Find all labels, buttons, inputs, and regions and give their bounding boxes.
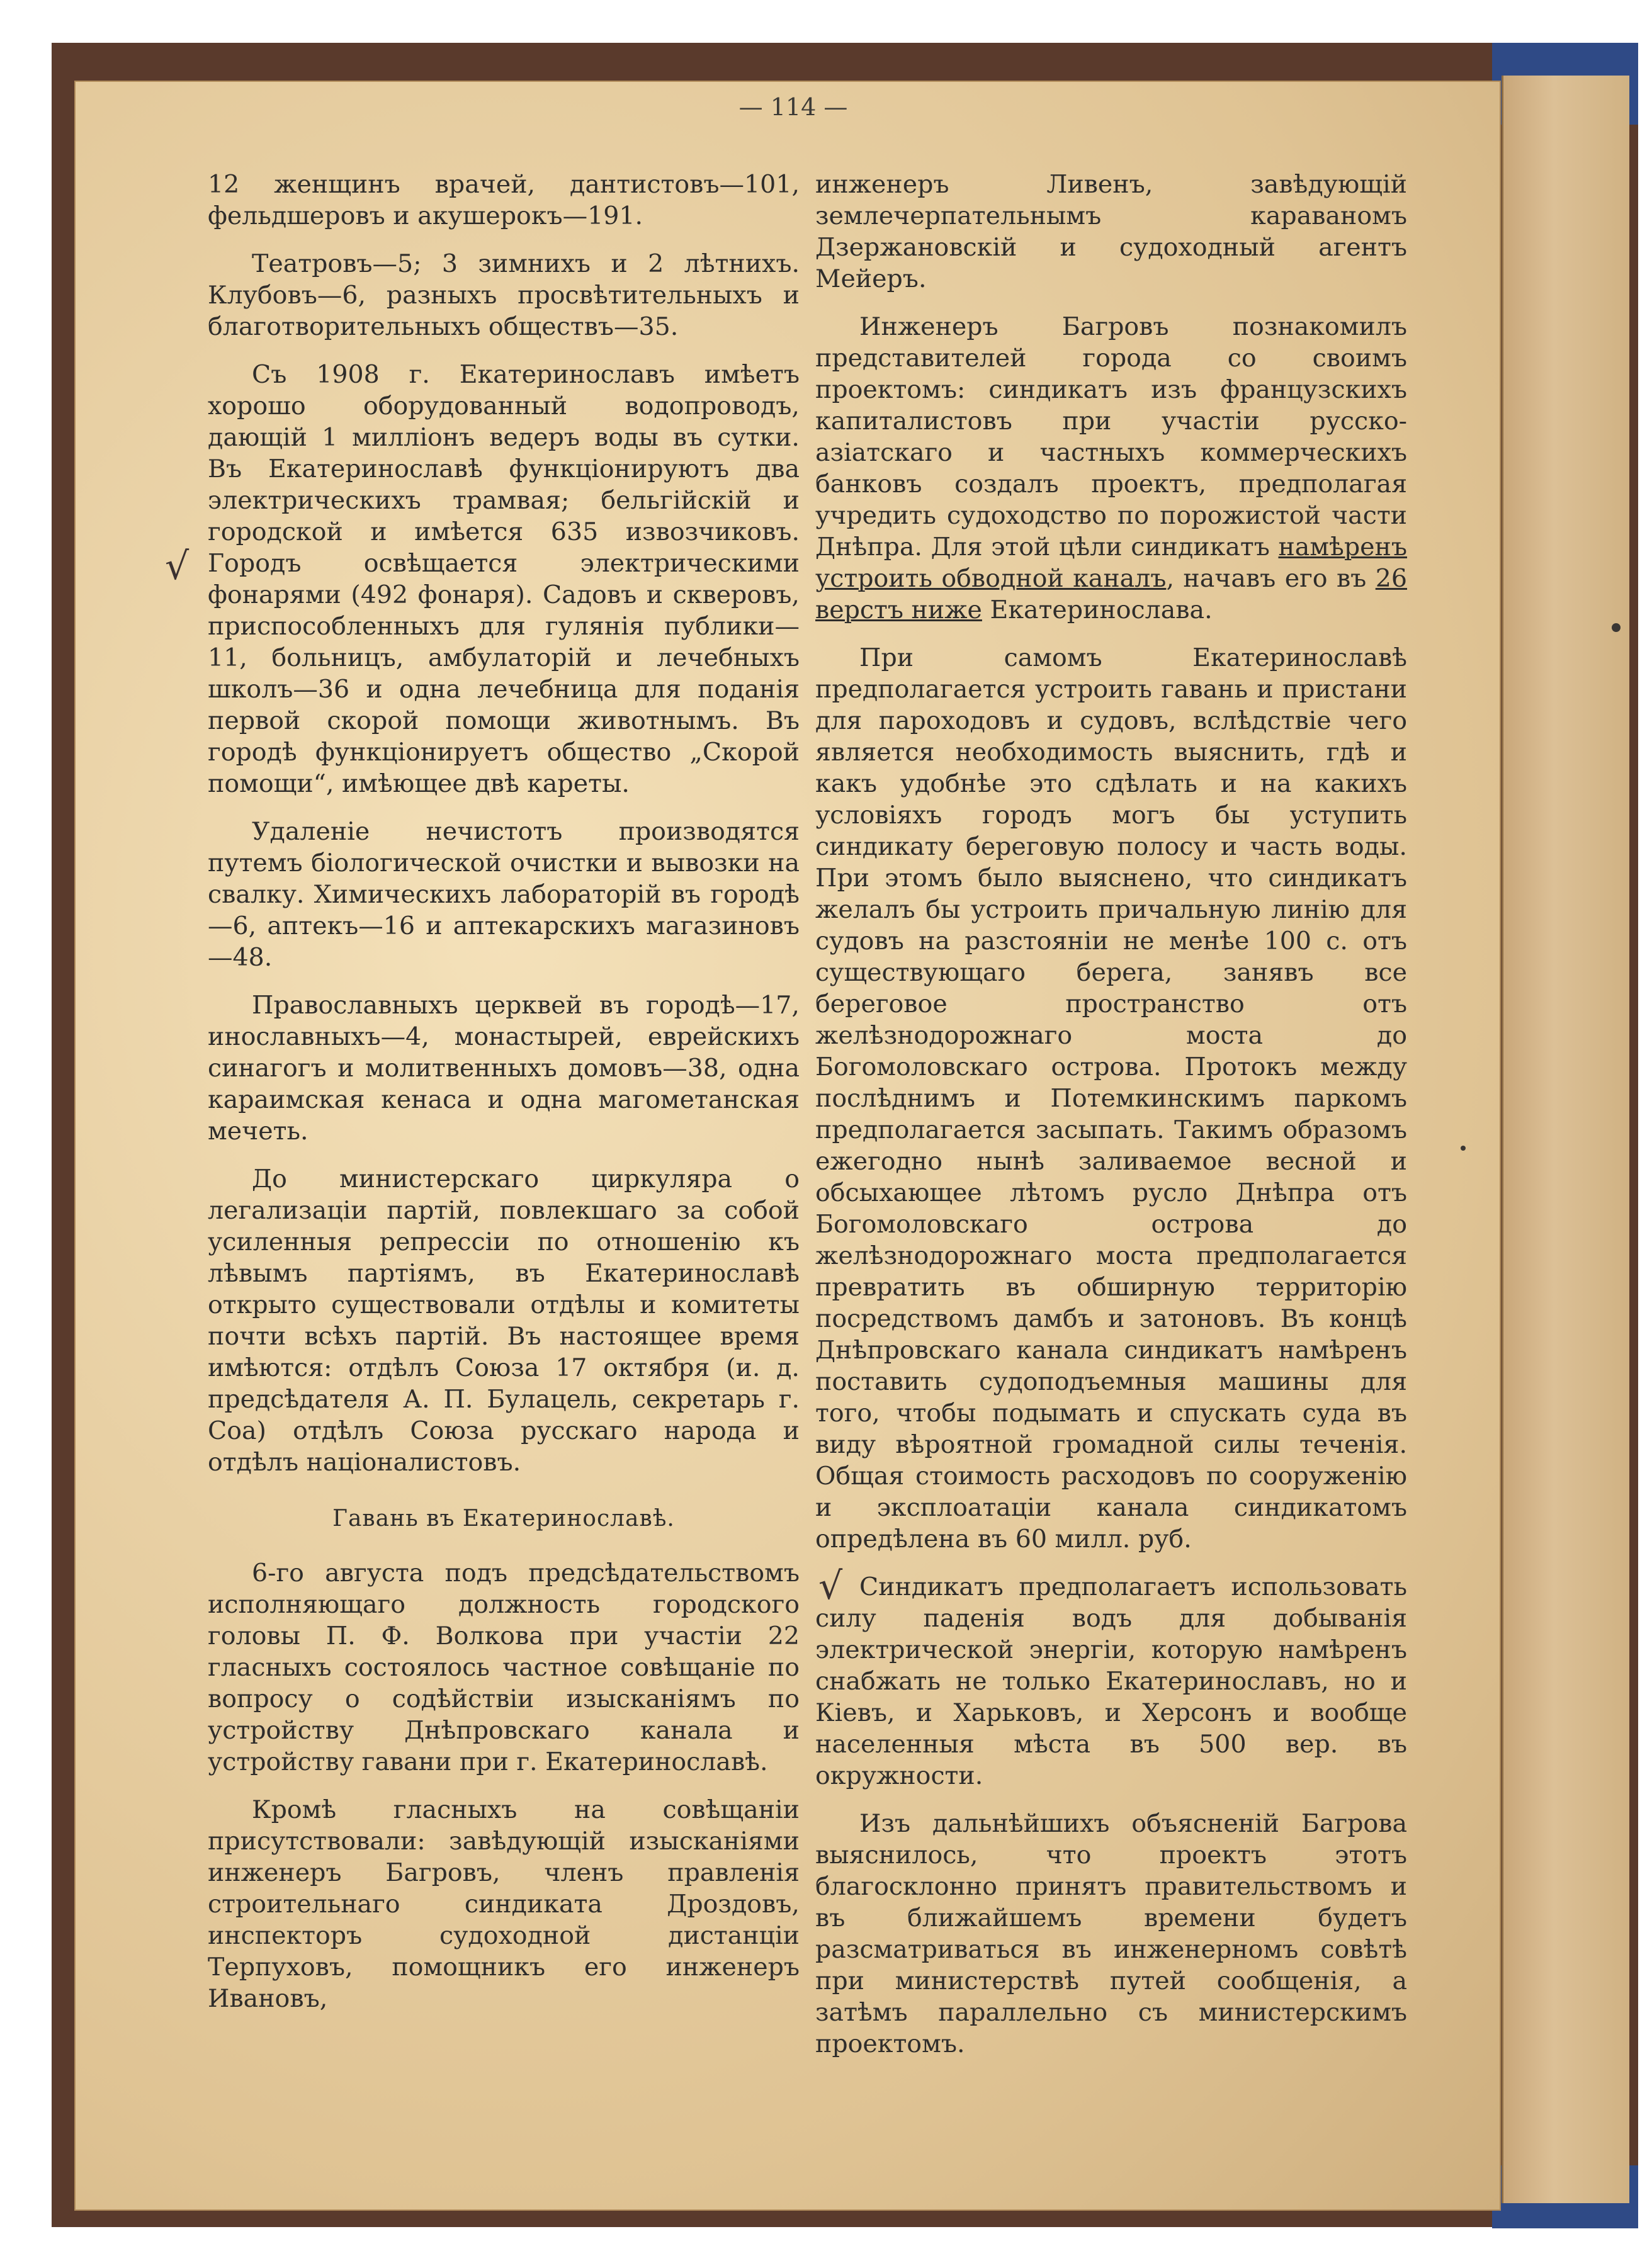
right-paragraph-2-middle: , начавъ его въ — [1166, 564, 1376, 593]
right-paragraph-1: инженеръ Ливенъ, завѣдующій землечерпательнымъ караваномъ Дзержановскій и судоходный агентъ Мейеръ. — [815, 170, 1407, 293]
page-number: — 114 — — [738, 93, 848, 121]
ink-spot-small — [1461, 1146, 1466, 1151]
left-paragraph-5: Православныхъ церквей въ городѣ—17, инославныхъ—4, монастырей, еврейскихъ синагогъ и молитвенныхъ домовъ—38, одна караимская кенаса и одна магометанская мечеть. — [208, 991, 800, 1146]
right-column — [815, 169, 1407, 2076]
left-paragraph-2: Театровъ—5; 3 зимнихъ и 2 лѣтнихъ. Клубовъ—6, разныхъ просвѣтительныхъ и благотворительныхъ обществъ—35. — [208, 249, 800, 341]
next-page-edge — [1502, 76, 1629, 2203]
right-paragraph-3: При самомъ Екатеринославѣ предполагается устроить гавань и пристани для пароходовъ и судовъ, вслѣдствіе чего является необходимость выяснить, гдѣ и какъ удобнѣе это сдѣлать и на какихъ условіяхъ городъ могъ бы уступить синдикату береговую полосу и часть воды. При этомъ было выяснено, что синдикатъ желалъ бы устроить причальную линію для судовъ на разстояніи не менѣе 100 с. отъ существующаго берега, занявъ все береговое пространство отъ желѣзнодорожнаго моста до Богомоловскаго острова. Протокъ между послѣднимъ и Потемкинскимъ паркомъ предполагается засыпать. Такимъ образомъ ежегодно нынѣ заливаемое весной и обсыхающее лѣтомъ русло Днѣпра отъ Богомоловскаго острова до желѣзнодорожнаго моста предполагается превратить въ обширную территорію посредствомъ дамбъ и затоновъ. Въ концѣ Днѣпровскаго канала синдикатъ намѣренъ поставить судоподъемныя машины для того, чтобы подымать и спускать суда въ виду вѣроятной громадной силы теченія. Общая стоимость расходовъ по сооруженію и эксплоатаціи канала синдикатомъ опредѣлена въ 60 милл. руб. — [815, 643, 1407, 1554]
left-paragraph-6: До министерскаго циркуляра о легализаціи партій, повлекшаго за собой усиленныя репрессіи по отношенію къ лѣвымъ партіямъ, въ Екатеринославѣ открыто существовали отдѣлы и комитеты почти всѣхъ партій. Въ настоящее время имѣются: отдѣлъ Союза 17 октября (и. д. предсѣдателя А. П. Булацель, секретарь г. Соа) отдѣлъ Союза русскаго народа и отдѣлъ націоналистовъ. — [208, 1165, 800, 1477]
left-paragraph-4: Удаленіе нечистотъ производятся путемъ біологической очистки и вывозки на свалку. Химическихъ лабораторій въ городѣ—6, аптекъ—16 и аптекарскихъ магазиновъ—48. — [208, 817, 800, 972]
right-paragraph-2 — [815, 311, 1407, 626]
left-paragraph-1: 12 женщинъ врачей, дантистовъ—101, фельдшеровъ и акушерокъ—191. — [208, 170, 800, 230]
left-paragraph-7: 6-го августа подъ предсѣдательствомъ исполняющаго должность городского головы П. Ф. Волкова при участіи 22 гласныхъ состоялось частное совѣщаніе по вопросу о содѣйствіи изысканіямъ по устройству Днѣпровскаго канала и устройству гавани при г. Екатеринославѣ. — [208, 1559, 800, 1776]
section-heading: Гавань въ Екатеринославѣ. — [332, 1506, 675, 1532]
right-paragraph-5: Изъ дальнѣйшихъ объясненій Багрова выяснилось, что проектъ этотъ благосклонно принятъ правительствомъ и въ ближайшемъ времени будетъ разсматриваться въ инженерномъ совѣтѣ при министерствѣ путей сообщенія, а затѣмъ параллельно съ министерскимъ проектомъ. — [815, 1809, 1407, 2058]
left-paragraph-8: Кромѣ гласныхъ на совѣщаніи присутствовали: завѣдующій изысканіями инженеръ Багровъ, членъ правленія строительнаго синдиката Дроздовъ, инспекторъ судоходной дистанціи Терпуховъ, помощникъ его инженеръ Ивановъ, — [208, 1795, 800, 2013]
margin-check-mark-left: √ — [165, 544, 190, 589]
right-paragraph-2-end: Екатеринослава. — [982, 595, 1213, 624]
ink-spot — [1612, 623, 1621, 632]
underlined-phrase-1: намѣренъ устроить обводной каналъ — [815, 533, 1407, 593]
right-paragraph-4: Синдикатъ предполагаетъ использовать силу паденія водъ для добыванія электрической энергіи, которую намѣренъ снабжать не только Екатеринославъ, но и Кіевъ, и Харьковъ, и Херсонъ и вообще населенныя мѣста въ 500 вер. въ окружности. — [815, 1572, 1407, 1790]
underlined-phrase-2: 26 верстъ ниже — [815, 564, 1407, 624]
right-paragraph-2-start: Инженеръ Багровъ познакомилъ представителей города со своимъ проектомъ: синдикатъ изъ французскихъ капиталистовъ при участіи русско-азіатскаго и частныхъ коммерческихъ банковъ создалъ проектъ, предполагая учредить судоходство по порожистой части Днѣпра. Для этой цѣли синдикатъ — [815, 312, 1407, 561]
margin-check-mark-right: √ — [818, 1564, 843, 1608]
left-paragraph-3: Съ 1908 г. Екатеринославъ имѣетъ хорошо оборудованный водопроводъ, дающій 1 милліонъ ведеръ воды въ сутки. Въ Екатеринославѣ функціонируютъ два электрическихъ трамвая; бельгійскій и городской и имѣется 635 извозчиковъ. Городъ освѣщается электрическими фонарями (492 фонаря). Садовъ и скверовъ, приспособленныхъ для гулянія публики—11, больницъ, амбулаторій и лечебныхъ школъ—36 и одна лечебница для поданія первой скорой помощи животнымъ. Въ городѣ функціонируетъ общество „Скорой помощи“, имѣющее двѣ кареты. — [208, 360, 800, 798]
left-column — [208, 169, 800, 2031]
